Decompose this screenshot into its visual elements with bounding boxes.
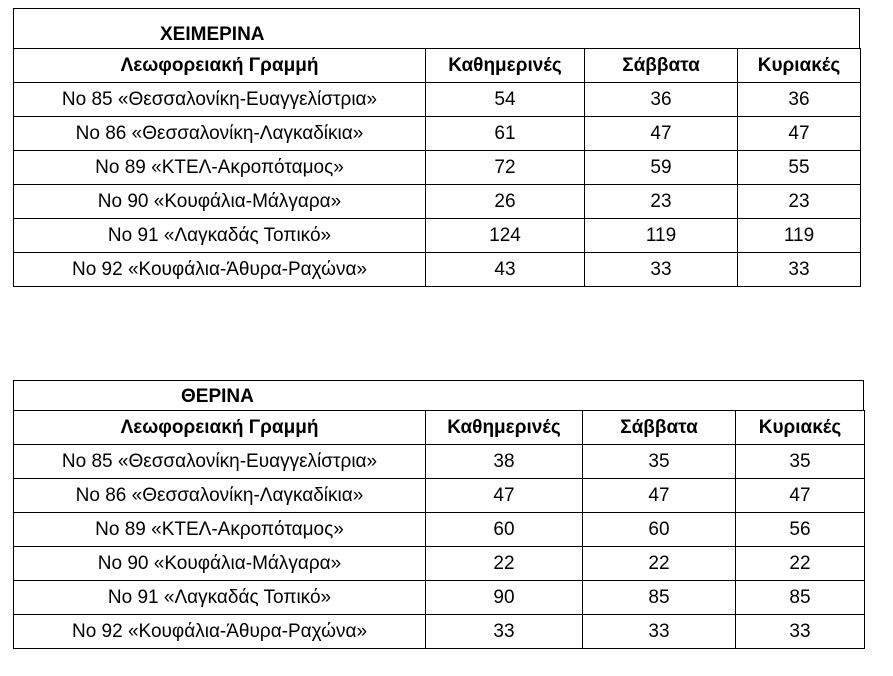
- saturday-count: 22: [583, 547, 736, 581]
- table-row: [14, 219, 861, 253]
- table-row: [14, 83, 861, 117]
- sunday-count: 55: [738, 151, 861, 185]
- column-header: Σάββατα: [585, 49, 738, 83]
- column-header: Κυριακές: [738, 49, 861, 83]
- sunday-count: 85: [736, 581, 865, 615]
- sunday-count: 35: [736, 445, 865, 479]
- saturday-count: 85: [583, 581, 736, 615]
- saturday-count: 33: [583, 615, 736, 649]
- table-row: [14, 151, 861, 185]
- sunday-count: 119: [738, 219, 861, 253]
- sunday-count: 33: [738, 253, 861, 287]
- weekday-count: 38: [426, 445, 583, 479]
- table-title-row: [13, 380, 864, 410]
- line-name: Νο 90 «Κουφάλια-Μάλγαρα»: [14, 185, 426, 219]
- header-row: [14, 411, 865, 445]
- line-name: Νο 92 «Κουφάλια-Άθυρα-Ραχώνα»: [14, 615, 426, 649]
- sunday-count: 47: [738, 117, 861, 151]
- weekday-count: 43: [426, 253, 585, 287]
- column-header: Σάββατα: [583, 411, 736, 445]
- table-title-row: [13, 8, 860, 48]
- saturday-count: 35: [583, 445, 736, 479]
- line-name: Νο 85 «Θεσσαλονίκη-Ευαγγελίστρια»: [14, 83, 426, 117]
- weekday-count: 61: [426, 117, 585, 151]
- weekday-count: 54: [426, 83, 585, 117]
- saturday-count: 23: [585, 185, 738, 219]
- line-name: Νο 91 «Λαγκαδάς Τοπικό»: [14, 581, 426, 615]
- line-name: Νο 89 «ΚΤΕΛ-Ακροπόταμος»: [14, 151, 426, 185]
- saturday-count: 47: [585, 117, 738, 151]
- weekday-count: 33: [426, 615, 583, 649]
- line-name: Νο 92 «Κουφάλια-Άθυρα-Ραχώνα»: [14, 253, 426, 287]
- weekday-count: 60: [426, 513, 583, 547]
- schedule-grid: [13, 48, 861, 287]
- table-row: [14, 547, 865, 581]
- column-header: Λεωφορειακή Γραμμή: [14, 49, 426, 83]
- column-header: Καθημερινές: [426, 411, 583, 445]
- column-header: Καθημερινές: [426, 49, 585, 83]
- sunday-count: 22: [736, 547, 865, 581]
- sunday-count: 23: [738, 185, 861, 219]
- weekday-count: 26: [426, 185, 585, 219]
- line-name: Νο 91 «Λαγκαδάς Τοπικό»: [14, 219, 426, 253]
- saturday-count: 33: [585, 253, 738, 287]
- table-row: [14, 513, 865, 547]
- weekday-count: 72: [426, 151, 585, 185]
- sunday-count: 56: [736, 513, 865, 547]
- weekday-count: 124: [426, 219, 585, 253]
- table-row: [14, 615, 865, 649]
- saturday-count: 60: [583, 513, 736, 547]
- sunday-count: 36: [738, 83, 861, 117]
- saturday-count: 119: [585, 219, 738, 253]
- line-name: Νο 90 «Κουφάλια-Μάλγαρα»: [14, 547, 426, 581]
- table-row: [14, 253, 861, 287]
- line-name: Νο 89 «ΚΤΕΛ-Ακροπόταμος»: [14, 513, 426, 547]
- weekday-count: 22: [426, 547, 583, 581]
- sunday-count: 47: [736, 479, 865, 513]
- header-row: [14, 49, 861, 83]
- sunday-count: 33: [736, 615, 865, 649]
- table-title: ΘΕΡΙΝΑ: [181, 386, 254, 407]
- saturday-count: 59: [585, 151, 738, 185]
- column-header: Κυριακές: [736, 411, 865, 445]
- weekday-count: 47: [426, 479, 583, 513]
- table-row: [14, 479, 865, 513]
- table-row: [14, 445, 865, 479]
- table-row: [14, 581, 865, 615]
- table-title: ΧΕΙΜΕΡΙΝΑ: [160, 24, 265, 45]
- line-name: Νο 85 «Θεσσαλονίκη-Ευαγγελίστρια»: [14, 445, 426, 479]
- schedule-grid: [13, 410, 865, 649]
- line-name: Νο 86 «Θεσσαλονίκη-Λαγκαδίκια»: [14, 117, 426, 151]
- saturday-count: 47: [583, 479, 736, 513]
- saturday-count: 36: [585, 83, 738, 117]
- line-name: Νο 86 «Θεσσαλονίκη-Λαγκαδίκια»: [14, 479, 426, 513]
- table-row: [14, 117, 861, 151]
- table-row: [14, 185, 861, 219]
- weekday-count: 90: [426, 581, 583, 615]
- column-header: Λεωφορειακή Γραμμή: [14, 411, 426, 445]
